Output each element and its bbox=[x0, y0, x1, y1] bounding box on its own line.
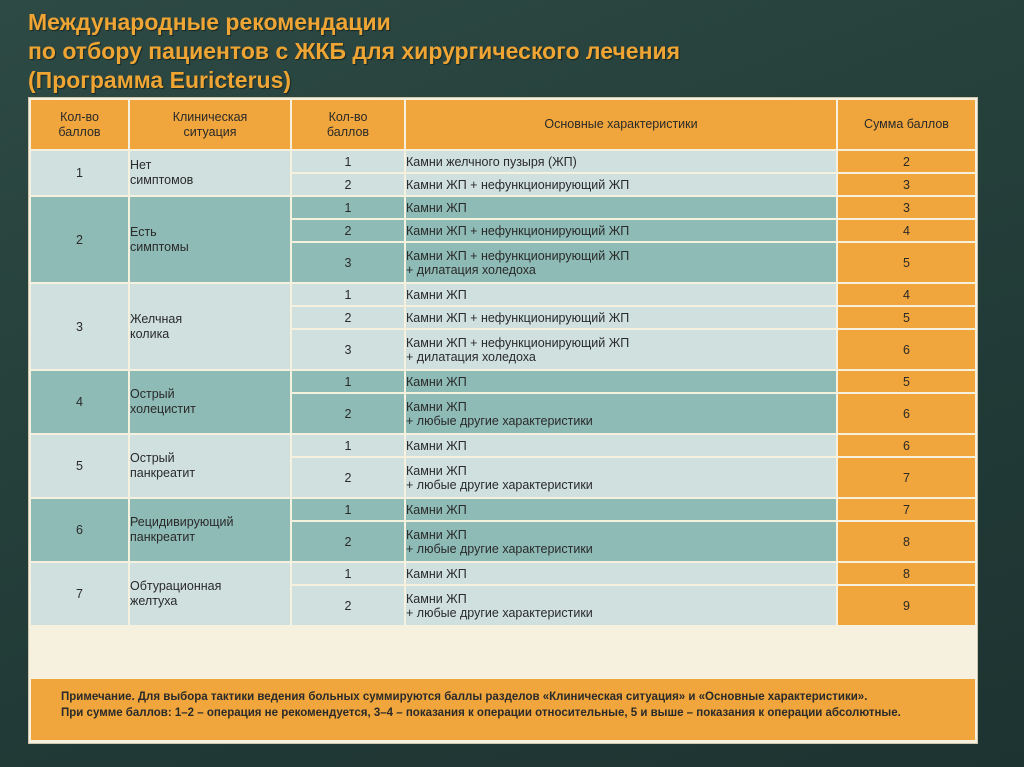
row-characteristics: Камни желчного пузыря (ЖП) bbox=[406, 151, 838, 174]
row-points: 1 bbox=[292, 371, 406, 394]
euricterus-table bbox=[31, 100, 975, 627]
row-characteristics: Камни ЖП bbox=[406, 197, 838, 220]
row-characteristics: Камни ЖП + нефункционирующий ЖП bbox=[406, 307, 838, 330]
group-points: 4 bbox=[31, 371, 130, 435]
row-sum: 8 bbox=[838, 563, 975, 586]
row-points: 2 bbox=[292, 522, 406, 563]
table-row bbox=[31, 499, 975, 522]
row-sum: 7 bbox=[838, 458, 975, 499]
row-points: 3 bbox=[292, 243, 406, 284]
note-line-1: Примечание. Для выбора тактики ведения больных суммируются баллы разделов «Клиническая ситуация» и «Основные характеристики». bbox=[61, 691, 868, 703]
group-points: 5 bbox=[31, 435, 130, 499]
table-row bbox=[31, 197, 975, 220]
group-points: 2 bbox=[31, 197, 130, 284]
row-characteristics: Камни ЖП + любые другие характеристики bbox=[406, 586, 838, 627]
row-characteristics: Камни ЖП bbox=[406, 371, 838, 394]
note-line-2: При сумме баллов: 1–2 – операция не рекомендуется, 3–4 – показания к операции относительные, 5 и выше – показания к операции абсолютные. bbox=[61, 707, 901, 719]
row-sum: 6 bbox=[838, 394, 975, 435]
row-characteristics: Камни ЖП + любые другие характеристики bbox=[406, 522, 838, 563]
row-sum: 9 bbox=[838, 586, 975, 627]
row-characteristics: Камни ЖП + любые другие характеристики bbox=[406, 394, 838, 435]
row-sum: 8 bbox=[838, 522, 975, 563]
row-points: 1 bbox=[292, 435, 406, 458]
row-characteristics: Камни ЖП + нефункционирующий ЖП + дилатация холедоха bbox=[406, 243, 838, 284]
table-sheet bbox=[28, 97, 978, 744]
table-body bbox=[31, 151, 975, 627]
row-points: 1 bbox=[292, 197, 406, 220]
row-characteristics: Камни ЖП bbox=[406, 435, 838, 458]
row-characteristics: Камни ЖП + нефункционирующий ЖП bbox=[406, 220, 838, 243]
row-points: 2 bbox=[292, 458, 406, 499]
row-sum: 3 bbox=[838, 197, 975, 220]
group-situation: Нет симптомов bbox=[130, 151, 292, 197]
row-characteristics: Камни ЖП bbox=[406, 499, 838, 522]
page-title bbox=[28, 8, 988, 95]
group-points: 3 bbox=[31, 284, 130, 371]
row-points: 3 bbox=[292, 330, 406, 371]
row-sum: 7 bbox=[838, 499, 975, 522]
row-points: 1 bbox=[292, 563, 406, 586]
row-sum: 3 bbox=[838, 174, 975, 197]
row-sum: 5 bbox=[838, 371, 975, 394]
row-points: 2 bbox=[292, 394, 406, 435]
group-points: 6 bbox=[31, 499, 130, 563]
header-characteristics: Основные характеристики bbox=[406, 100, 838, 151]
row-characteristics: Камни ЖП bbox=[406, 563, 838, 586]
group-situation: Рецидивирующий панкреатит bbox=[130, 499, 292, 563]
group-points: 7 bbox=[31, 563, 130, 627]
row-characteristics: Камни ЖП + любые другие характеристики bbox=[406, 458, 838, 499]
table-row bbox=[31, 435, 975, 458]
row-sum: 2 bbox=[838, 151, 975, 174]
table-row bbox=[31, 284, 975, 307]
group-situation: Острый холецистит bbox=[130, 371, 292, 435]
table-note bbox=[31, 679, 975, 740]
header-situation: Клиническая ситуация bbox=[130, 100, 292, 151]
row-points: 2 bbox=[292, 220, 406, 243]
row-sum: 4 bbox=[838, 284, 975, 307]
row-characteristics: Камни ЖП + нефункционирующий ЖП + дилатация холедоха bbox=[406, 330, 838, 371]
row-characteristics: Камни ЖП + нефункционирующий ЖП bbox=[406, 174, 838, 197]
row-points: 1 bbox=[292, 151, 406, 174]
row-sum: 5 bbox=[838, 243, 975, 284]
row-points: 2 bbox=[292, 307, 406, 330]
row-sum: 6 bbox=[838, 435, 975, 458]
row-sum: 6 bbox=[838, 330, 975, 371]
group-situation: Желчная колика bbox=[130, 284, 292, 371]
row-points: 1 bbox=[292, 499, 406, 522]
header-points-1: Кол-во баллов bbox=[31, 100, 130, 151]
group-situation: Есть симптомы bbox=[130, 197, 292, 284]
row-sum: 4 bbox=[838, 220, 975, 243]
table-row bbox=[31, 563, 975, 586]
header-points-2: Кол-во баллов bbox=[292, 100, 406, 151]
title-line-1: Международные рекомендации bbox=[28, 9, 391, 35]
table-row bbox=[31, 371, 975, 394]
header-sum: Сумма баллов bbox=[838, 100, 975, 151]
row-points: 2 bbox=[292, 174, 406, 197]
title-line-2: по отбору пациентов с ЖКБ для хирургического лечения bbox=[28, 38, 681, 64]
group-situation: Обтурационная желтуха bbox=[130, 563, 292, 627]
row-points: 2 bbox=[292, 586, 406, 627]
table-row bbox=[31, 151, 975, 174]
title-line-3: (Программа Euricterus) bbox=[28, 67, 292, 93]
group-situation: Острый панкреатит bbox=[130, 435, 292, 499]
row-sum: 5 bbox=[838, 307, 975, 330]
group-points: 1 bbox=[31, 151, 130, 197]
row-characteristics: Камни ЖП bbox=[406, 284, 838, 307]
row-points: 1 bbox=[292, 284, 406, 307]
